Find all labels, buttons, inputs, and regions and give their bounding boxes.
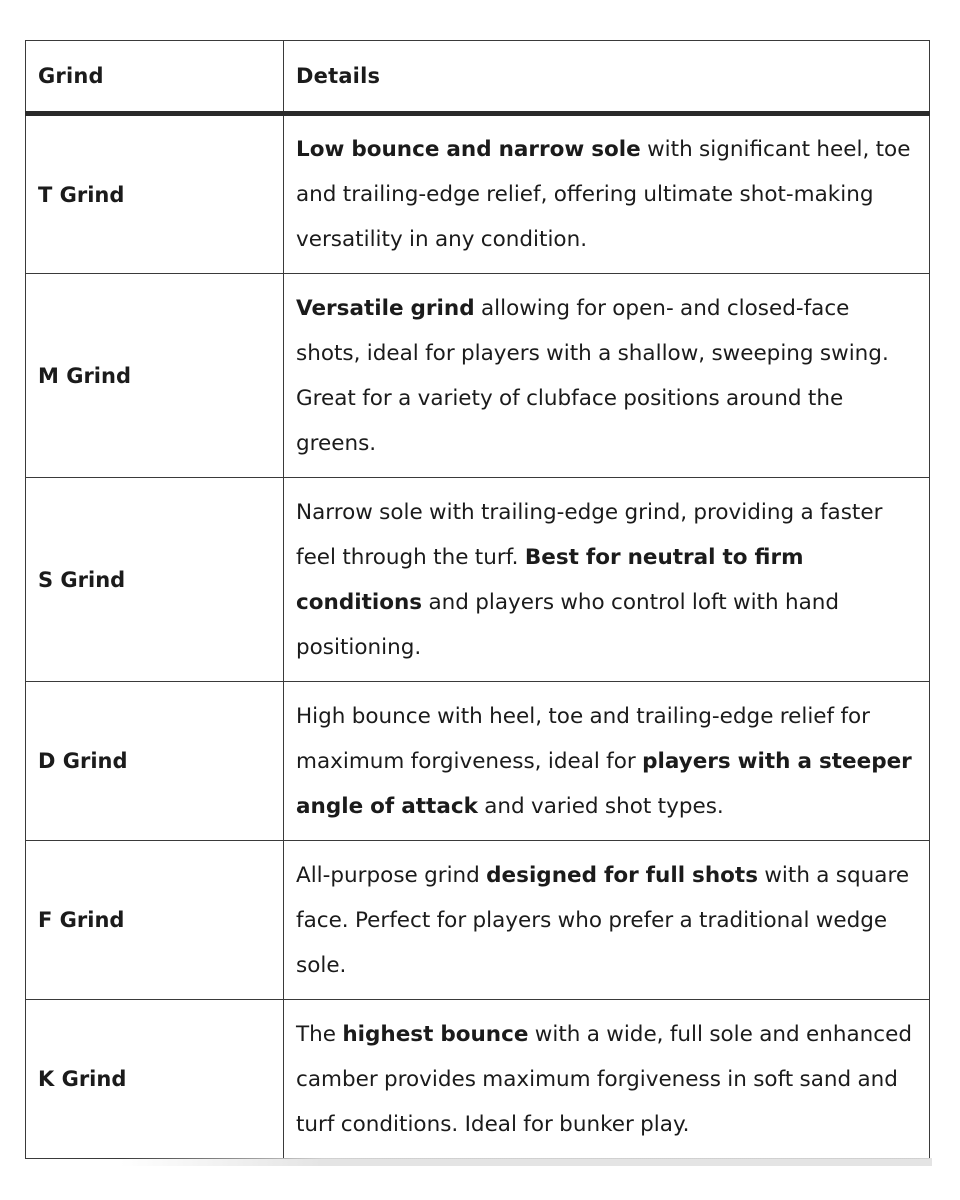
bottom-shadow xyxy=(120,1158,932,1166)
table-header xyxy=(26,41,930,114)
table-body xyxy=(26,114,930,1159)
detail-emphasis: designed for full shots xyxy=(486,862,759,888)
detail-text: Narrow sole with trailing-edge grind, providing a faster feel through the turf. xyxy=(296,499,883,570)
header-row xyxy=(26,41,930,114)
table-row xyxy=(26,114,930,274)
detail-emphasis: Versatile grind xyxy=(296,295,475,321)
grind-comparison-table xyxy=(25,40,930,1159)
detail-text: with a wide, full sole and enhanced camber provides maximum forgiveness in soft sand and turf conditions. Ideal for bunker play. xyxy=(296,1021,912,1137)
column-header-grind: Grind xyxy=(26,41,284,114)
detail-emphasis: Low bounce and narrow sole xyxy=(296,137,641,162)
detail-text: All-purpose grind xyxy=(296,862,487,888)
detail-emphasis: Best for neutral to firm conditions xyxy=(296,544,804,615)
table-row xyxy=(26,841,930,1000)
detail-text: allowing for open- and closed-face shots, ideal for players with a shallow, sweeping swing. Great for a variety of clubface positions around the greens. xyxy=(296,295,889,456)
grind-name: D Grind xyxy=(26,682,284,841)
grind-name: S Grind xyxy=(26,478,284,682)
detail-emphasis: highest bounce xyxy=(342,1021,529,1047)
table-row xyxy=(26,274,930,478)
grind-details xyxy=(284,682,930,841)
detail-text: and varied shot types. xyxy=(477,793,724,819)
grind-name: K Grind xyxy=(26,1000,284,1159)
grind-details xyxy=(284,274,930,478)
table-row xyxy=(26,1000,930,1159)
detail-text: with a square face. Perfect for players who prefer a traditional wedge sole. xyxy=(296,862,910,978)
detail-text: The xyxy=(296,1021,343,1047)
detail-text: High bounce with heel, toe and trailing-edge relief for maximum forgiveness, ideal for xyxy=(296,703,871,774)
grind-details xyxy=(284,1000,930,1159)
grind-details xyxy=(284,114,930,274)
grind-details xyxy=(284,478,930,682)
table-row xyxy=(26,478,930,682)
detail-emphasis: players with a steeper angle of attack xyxy=(296,748,912,819)
grind-name: M Grind xyxy=(26,274,284,478)
grind-name: F Grind xyxy=(26,841,284,1000)
detail-text: and players who control loft with hand positioning. xyxy=(296,589,840,660)
column-header-details: Details xyxy=(284,41,930,114)
grind-details xyxy=(284,841,930,1000)
table-row xyxy=(26,682,930,841)
detail-text: with significant heel, toe and trailing-edge relief, offering ultimate shot-making versatility in any condition. xyxy=(296,137,911,252)
grind-name: T Grind xyxy=(26,114,284,274)
